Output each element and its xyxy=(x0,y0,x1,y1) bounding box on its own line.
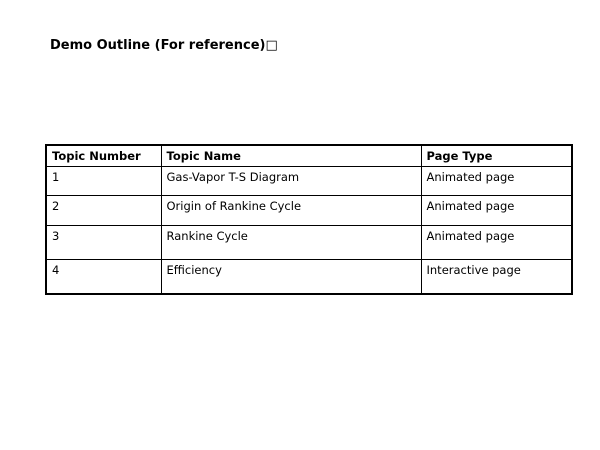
table-row xyxy=(46,196,572,226)
page-type-cell: Animated page xyxy=(421,226,572,260)
table-row xyxy=(46,226,572,260)
page-title: Demo Outline (For reference)□ xyxy=(50,38,278,53)
topic-name-cell: Origin of Rankine Cycle xyxy=(161,196,421,226)
table-row xyxy=(46,167,572,196)
column-header-topic-name: Topic Name xyxy=(161,145,421,167)
column-header-topic-number: Topic Number xyxy=(46,145,161,167)
column-header-page-type: Page Type xyxy=(421,145,572,167)
topic-number-cell: 1 xyxy=(46,167,161,196)
page-type-cell: Animated page xyxy=(421,167,572,196)
topic-number-cell: 4 xyxy=(46,260,161,295)
page-type-cell: Animated page xyxy=(421,196,572,226)
topic-number-cell: 2 xyxy=(46,196,161,226)
topic-name-cell: Gas-Vapor T-S Diagram xyxy=(161,167,421,196)
table-header xyxy=(46,145,572,167)
table-body xyxy=(46,167,572,295)
page-type-cell: Interactive page xyxy=(421,260,572,295)
topic-name-cell: Efficiency xyxy=(161,260,421,295)
table-row xyxy=(46,260,572,295)
topic-number-cell: 3 xyxy=(46,226,161,260)
outline-table xyxy=(45,144,573,295)
table-header-row xyxy=(46,145,572,167)
topic-name-cell: Rankine Cycle xyxy=(161,226,421,260)
